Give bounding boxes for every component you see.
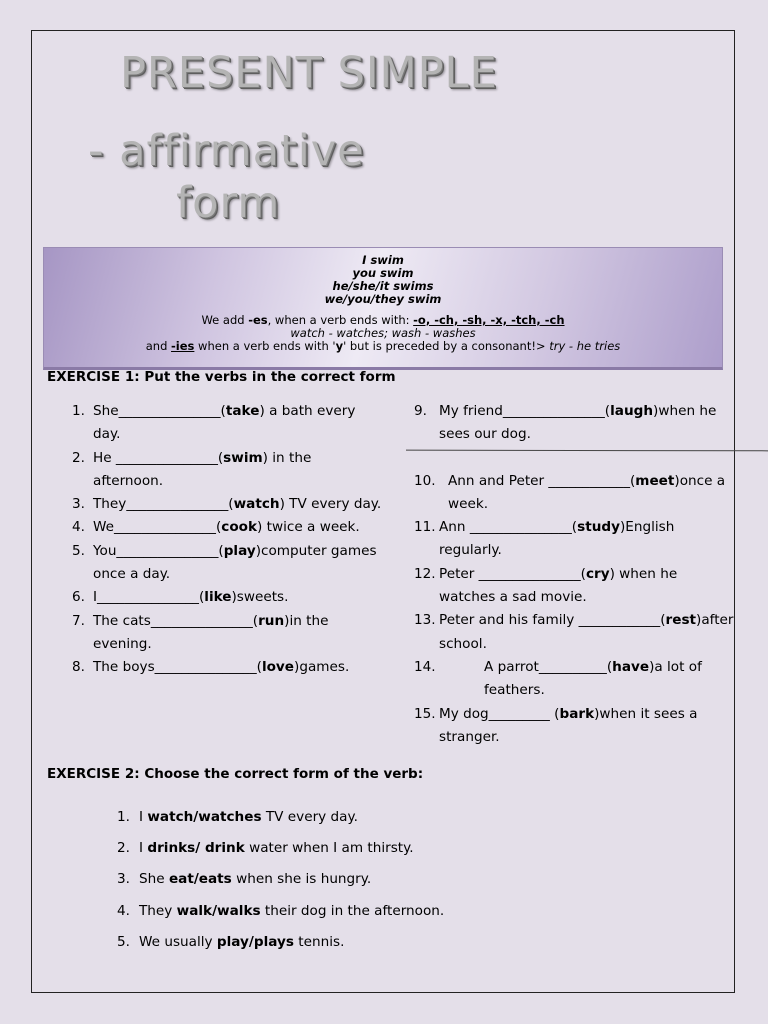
item-verb: play [223,542,256,559]
grammar-rule-box [43,247,723,370]
verb-choice: walk/walks [176,902,261,919]
item-sentence-start: We_______________( [93,519,222,536]
item-sentence-end: ) TV every day. [279,496,382,513]
item-sentence-end: )English regularly. [439,519,675,559]
item-sentence-start: Ann _______________( [439,519,578,536]
item-number: 6. [72,589,85,606]
exercise-item [414,400,734,447]
item-text [93,540,385,587]
item-text [139,900,444,923]
item-sentence-start: The boys_______________( [93,659,262,676]
es-examples: watch - watches; wash - washes [290,326,476,340]
item-number: 1. [117,809,130,825]
item-sentence-end: when she is hungry. [231,871,372,888]
exercise-2-list [112,806,444,962]
item-sentence-start: She [139,871,169,888]
item-sentence-start: My dog_________ ( [439,705,560,722]
exercise-item [65,656,385,679]
item-verb: study [577,519,620,536]
exercise-item [414,516,734,563]
exercise-1-right-list [414,400,734,749]
item-verb: meet [635,472,675,489]
item-sentence-end: ) twice a week. [257,519,360,536]
item-text [93,493,385,516]
item-number: 8. [72,659,85,676]
item-verb: rest [665,612,697,629]
item-text [93,516,385,539]
item-verb: swim [223,449,263,466]
item-sentence-end: )when he sees our dog. [439,403,717,443]
item-sentence-end: TV every day. [261,809,358,825]
item-sentence-start: We usually [139,933,217,950]
verb-choice: watch/watches [147,809,262,825]
item-sentence-end: water when I am thirsty. [244,840,414,857]
form-you: you swim [352,266,414,280]
item-sentence-end: ) when he watches a sad movie. [439,565,678,606]
exercise-item [65,540,385,587]
item-verb: cook [221,519,258,536]
item-number: 5. [117,933,130,950]
item-text [439,656,734,703]
form-i: I swim [362,253,404,267]
item-sentence-end: )a lot of feathers. [484,658,702,699]
item-sentence-end: )in the evening. [93,612,329,652]
item-number: 7. [72,612,85,629]
item-text [93,400,385,447]
item-text [93,610,385,657]
item-text [439,516,734,563]
item-number: 2. [72,449,85,466]
item-sentence-start: You_______________( [93,542,224,559]
item-number: 3. [72,496,85,513]
exercise-item [414,609,734,656]
item-verb: laugh [610,403,654,419]
item-number: 5. [72,542,85,559]
exercise-item [65,610,385,657]
item-text [93,656,385,679]
exercise-item [65,400,385,447]
ies-rule: and -ies when a verb ends with 'y' but is preceded by a consonant!> try - he tries [145,339,621,353]
verb-choice: play/plays [216,933,294,950]
item-number: 3. [117,871,130,888]
item-number: 14. [414,658,436,675]
exercise-item [65,586,385,609]
exercise-item [414,470,734,517]
exercise-2-item [112,868,444,899]
item-text [439,400,734,447]
item-sentence-end: tennis. [293,933,345,950]
item-text [439,703,734,750]
item-text [439,609,734,656]
item-text [93,447,385,494]
item-number: 10. [414,472,436,489]
item-sentence-end: ) in the afternoon. [93,449,312,489]
exercise-item [65,516,385,539]
item-text [439,470,734,517]
item-number: 15. [414,705,436,722]
exercise-item [65,447,385,494]
item-sentence-start: I [139,840,148,857]
item-sentence-end: )after school. [439,612,734,652]
item-number: 4. [117,902,130,919]
item-text [139,806,444,829]
item-verb: have [612,658,650,675]
exercise-item [65,493,385,516]
item-text [439,563,734,610]
item-verb: take [225,403,260,419]
exercise-item [414,656,734,703]
item-sentence-end: )when it sees a stranger. [439,705,698,745]
form-we-you-they: we/you/they swim [324,292,442,306]
item-number: 4. [72,519,85,536]
item-number: 2. [117,840,130,857]
item-sentence-start: They_______________( [93,496,234,513]
item-text [139,868,444,891]
item-sentence-start: They [139,902,177,919]
item-verb: love [261,659,295,676]
item-number: 9. [414,403,427,419]
item-text [139,931,444,954]
form-he-she-it: he/she/it swims [332,279,434,293]
item-verb: bark [559,705,595,722]
item-sentence-end: )computer games once a day. [93,542,377,583]
item-sentence-end: )sweets. [231,589,289,606]
exercise-2-item [112,837,444,868]
item-sentence-end: their dog in the afternoon. [260,902,445,919]
verb-choice: drinks/ drink [147,840,245,857]
exercise-2-item [112,900,444,931]
exercise-2-item [112,931,444,962]
item-number: 1. [72,403,85,419]
item-sentence-start: The cats_______________( [93,612,259,629]
item-sentence-start: I_______________( [93,589,205,606]
exercise-1-left-list [65,400,385,680]
exercise-1-heading: EXERCISE 1: Put the verbs in the correct form [47,369,396,385]
item-text [93,586,385,609]
item-sentence-start: He _______________( [93,449,224,466]
item-verb: run [258,612,285,629]
verb-choice: eat/eats [168,871,232,888]
item-sentence-start: My friend_______________( [439,403,611,419]
item-verb: cry [585,565,610,582]
item-sentence-start: A parrot__________( [484,658,613,675]
item-verb: watch [233,496,280,513]
item-number: 11. [414,519,436,536]
exercise-item [414,563,734,610]
title-line-1: PRESENT SIMPLE [120,48,498,98]
exercise-item [414,703,734,750]
spelling-rules [44,314,722,353]
item-text [139,837,444,860]
title-line-2: - affirmative [88,126,365,176]
item-sentence-start: I [139,809,148,825]
exercise-2-heading: EXERCISE 2: Choose the correct form of the verb: [47,766,424,782]
exercise-2-item [112,806,444,837]
item-sentence-start: Ann and Peter ____________( [448,472,636,489]
item-sentence-start: Peter and his family ____________( [439,612,666,629]
item-number: 12. [414,565,436,582]
title-line-3: form [176,178,281,228]
item-verb: like [204,589,232,606]
item-sentence-end: )once a week. [448,472,726,512]
item-sentence-end: ) a bath every day. [93,403,356,443]
item-sentence-start: She_______________( [93,403,226,419]
item-sentence-start: Peter _______________( [439,565,586,582]
item-number: 13. [414,612,436,629]
es-rule: We add -es, when a verb ends with: -o, -ch, -sh, -x, -tch, -ch [201,313,565,327]
item-sentence-end: )games. [294,659,350,676]
conjugation-examples [44,254,722,306]
